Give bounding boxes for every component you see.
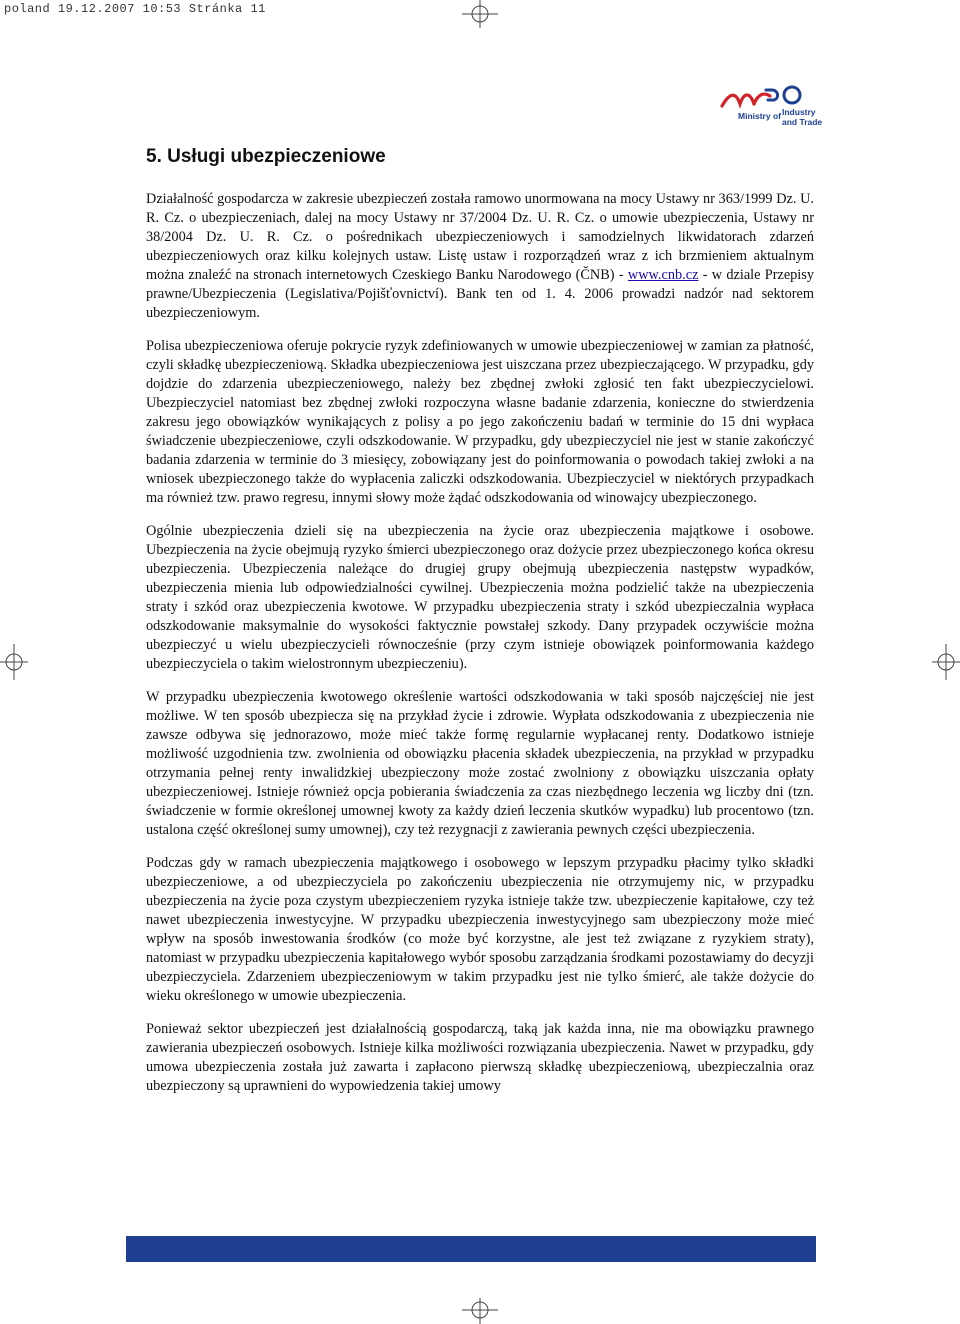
paragraph-6: Ponieważ sektor ubezpieczeń jest działalnością gospodarczą, taką jak każda inna, nie ma obowiązku prawnego zawierania ubezpieczeń osobowych. Istnieje kilka możliwości rozwiązania ubezpieczenia. Nawet w przypadku, gdy umowa ubezpieczenia została już zawarta i zapłacono pierwszą składkę ubezpieczeniową, ubezpieczalnia oraz ubezpieczony są uprawnieni do wypowiedzenia takiej umowy [146,1021,814,1094]
registration-mark-bottom-icon [462,1298,498,1324]
footer-bar [126,1236,816,1262]
logo-line-1: Ministry of [738,111,781,121]
registration-mark-left-icon [0,644,28,680]
registration-mark-right-icon [932,644,960,680]
paragraph-3: Ogólnie ubezpieczenia dzieli się na ubezpieczenia na życie oraz ubezpieczenia majątkowe i osobowe. Ubezpieczenia na życie obejmują ryzyko śmierci ubezpieczonego oraz dożycie przez ubezpieczonego końca okresu ubezpieczenia. Ubezpieczenia należące do drugiej grupy obejmują ubezpieczenia następstw wypadków, ubezpieczenia mienia lub odpowiedzialności cywilnej. Ubezpieczenia można podzielić także na ubezpieczenia straty i szkód oraz ubezpieczenia kwotowe. W przypadku ubezpieczenia straty i szkód ubezpieczalnia wypłaca odszkodowanie maksymalnie do wysokości faktycznie powstałej szkody. Dany przypadek oczywiście można ubezpieczyć u wielu ubezpieczycieli równocześnie (przy czym istnieje obowiązek poinformowania każdego ubezpieczyciela o takim wielostronnym ubezpieczeniu). [146,523,814,672]
document-body [146,190,814,1110]
paragraph-2: Polisa ubezpieczeniowa oferuje pokrycie ryzyk zdefiniowanych w umowie ubezpieczeniowej w zamian za płatność, czyli składkę ubezpieczeniową. Składka ubezpieczeniowa jest uiszczana przez ubezpieczającego. W przypadku, gdy dojdzie do zdarzenia ubezpieczeniowego, należy bez zbędnej zwłoki zgłosić ten fakt ubezpieczycielowi. Ubezpieczyciel natomiast bez zbędnej zwłoki rozpoczyna własne badanie zdarzenia, konieczne do stwierdzenia zakresu jego obowiązków wynikających z polisy a po jego zakończeniu badań w terminie do 15 dni wypłaca świadczenie ubezpieczeniowe, czyli odszkodowanie. W przypadku, gdy ubezpieczyciel nie jest w stanie zakończyć badania zdarzenia w terminie do 3 miesięcy, zobowiązany jest do poinformowania o powodach takiej zwłoki a na wniosek ubezpieczonego także do wypłacenia zaliczki odszkodowania. Ubezpieczyciel w niektórych przypadkach ma również tzw. prawo regresu, innymi słowy może żądać odszkodowania od winowajcy ubezpieczonego. [146,338,814,506]
paragraph-1-text-b: - w dziale Przepisy prawne/Ubezpieczenia (Legislativa/Pojišťovnictví). Bank ten od 1. 4. 2006 prowadzi nadzór nad sektorem ubezpieczeniowym. [146,267,814,321]
logo-line-2: Industry [782,107,816,117]
paragraph-1 [146,190,814,323]
section-title: 5. Usługi ubezpieczeniowe [146,146,386,167]
mpo-logo-icon [718,84,823,128]
logo-line-3: and Trade [782,117,823,127]
paragraph-5: Podczas gdy w ramach ubezpieczenia majątkowego i osobowego w lepszym przypadku płacimy tylko składki ubezpieczeniowe, a od ubezpieczyciela po zakończeniu ubezpieczenia nie otrzymujemy nic, w przypadku ubezpieczenia na życie poza czystym ubezpieczeniem ryzyka istnieje także tzw. ubezpieczenie kapitałowe, czy też nawet ubezpieczenia inwestycyjne. W przypadku ubezpieczenia inwestycyjnego sam ubezpieczony może mieć wpływ na sposób inwestowania środków (co może być korzystne, ale jest też związane z ryzykiem straty), natomiast w przypadku ubezpieczenia kapitałowego wybór sposobu zarządzania środkami pozostawiamy do decyzji ubezpieczyciela. Zdarzeniem ubezpieczeniowym w takim przypadku jest nie tylko śmierć, ale także dożycie do wieku określonego w umowie ubezpieczenia. [146,855,814,1004]
paragraph-4: W przypadku ubezpieczenia kwotowego określenie wartości odszkodowania w taki sposób najczęściej nie jest możliwe. W ten sposób ubezpiecza się na przykład życie i zdrowie. Wypłata odszkodowania z ubezpieczenia nie zawsze odbywa się jednorazowo, może mieć także formę regularnie wypłacanej renty. Dodatkowo istnieje możliwość uzgodnienia tzw. zwolnienia od obowiązku płacenia składek ubezpieczenia, na przykład w przypadku otrzymania pełnej renty inwalidzkiej ubezpieczony może zostać zwolniony z obowiązku uiszczania opłaty ubezpieczeniowej. Istnieje również opcja pobierania świadczenia za czas niezbędnego leczenia wg liczby dni (tzn. świadczenie w formie określonej umownej kwoty za każdy dzień leczenia skutków wypadku) lub procentowo (tzn. ustalona część określonej sumy umownej), czy też rezygnacji z zawierania pewnych części ubezpieczenia. [146,689,814,838]
print-slug: poland 19.12.2007 10:53 Stránka 11 [4,2,266,16]
paragraph-1-text-a: Działalność gospodarcza w zakresie ubezpieczeń została ramowo unormowana na mocy Ustawy nr 363/1999 Dz. U. R. Cz. o ubezpieczeniach, dalej na mocy Ustawy nr 37/2004 Dz. U. R. Cz. o umowie ubezpieczenia, Ustawy nr 38/2004 Dz. U. R. Cz. o pośrednikach ubezpieczeniowych i samodzielnych likwidatorach zdarzeń ubezpieczeniowych oraz kilku kolejnych ustaw. Listę ustaw i rozporządzeń wraz z ich brzmieniem aktualnym można znaleźć na stronach internetowych Czeskiego Banku Narodowego (ČNB) - [146,191,814,283]
registration-mark-top-icon [462,0,498,28]
cnb-link[interactable]: www.cnb.cz [627,267,699,283]
